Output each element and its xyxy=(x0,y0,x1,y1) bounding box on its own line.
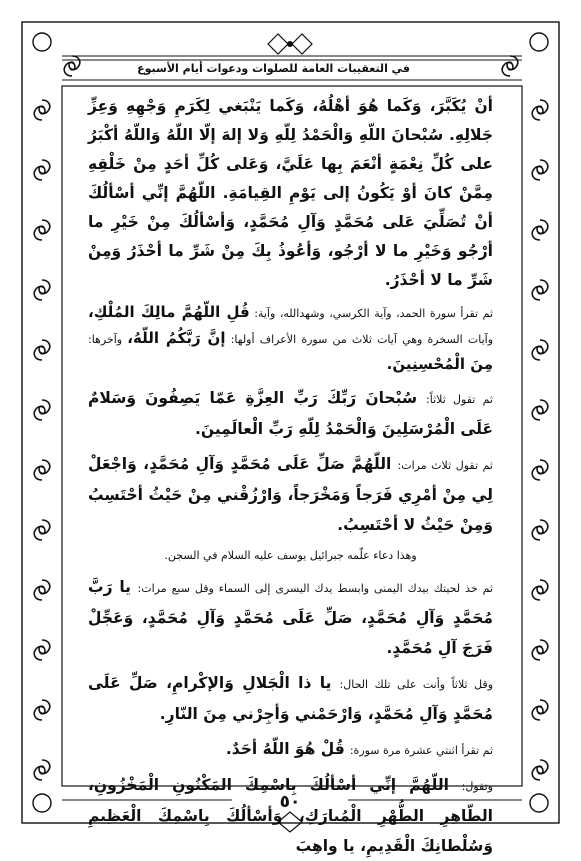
prayer-text: يا ذا الْجَلالِ وَالإكْرامِ، صَلِّ عَلَى مُحَمَّدٍ وَآلِ مُحَمَّدٍ، وَارْحَمْني وَأجِرْني مِنَ النّارِ. xyxy=(88,674,493,723)
reading-instruction xyxy=(88,300,493,378)
final-supplication-paragraph xyxy=(88,770,493,861)
page-number: ٥٠ xyxy=(279,792,301,812)
quran-quote: قُلِ اللّهُمَّ مالِكَ المُلْكِ، xyxy=(88,303,250,321)
attribution-note: وهذا دعاء علّمه جبرائيل يوسف عليه السلام في السجن. xyxy=(164,549,417,562)
prayer-paragraph-1: أنْ يُكَبَّرَ، وَكَما هُوَ أهْلُهُ، وَكَما يَنْبَغي لِكَرَمِ وَجْهِهِ وَعِزِّ جَلالِهِ. سُبْحانَ اللّهِ وَالْحَمْدُ لِلّهِ وَلا إلهَ إلّا اللّهُ وَاللّهُ أكْبَرُ على كُلِّ نِعْمَةٍ أنْعَمَ بِها عَلَيَّ، وَعَلى كُلِّ أحَدٍ مِنْ خَلْقِهِ مِمَّنْ كانَ أوْ يَكُونُ إلى يَوْمِ القِيامَةِ. اللّهُمَّ إنِّي أسْألُكَ أنْ تُصَلِّيَ عَلى مُحَمَّدٍ وَآلِ مُحَمَّدٍ، وَأسْألُكَ مِنْ خَيْرِ ما أرْجُو وَخَيْرِ ما لا أرْجُو، وَأعُوذُ بِكَ مِنْ شَرِّ ما أحْذَرُ وَمِنْ شَرِّ ما لا أحْذَرُ. xyxy=(88,97,493,289)
seven-times-paragraph xyxy=(88,572,493,663)
prayer-text: اللّهُمَّ إنِّي أسْألُكَ بِاسْمِكَ المَكْنُونِ الْمَخْزُونِ، الطّاهِرِ الطُّهْرِ الْمُبارَكِ، وَأسْألُكَ بِاسْمِكَ الْعَظِيمِ وَسُلْطانِكَ الْقَدِيمِ، يا واهِبَ xyxy=(88,776,493,855)
salawat-paragraph xyxy=(88,449,493,540)
quran-quote-3: مِنَ الْمُحْسِنِينَ. xyxy=(386,355,493,373)
instruction-lead: ثم خذ لحيتك بيدك اليمنى وابسط يدك اليسرى إلى السماء وقل سبع مرات: xyxy=(137,582,493,595)
prayer-text: قُلْ هُوَ اللّهُ أحَدٌ. xyxy=(225,740,345,758)
quran-quote-2: إنَّ رَبَّكُمُ اللّهُ، xyxy=(127,329,226,347)
instruction-rest-2: وآخرها: xyxy=(88,333,123,346)
three-times-paragraph xyxy=(88,668,493,729)
instruction-rest: وآيات السخرة وهي آيات ثلاث من سورة الأعراف أولها: xyxy=(230,333,494,346)
instruction-lead: ثم تقول ثلاث مرات: xyxy=(397,459,493,472)
instruction-lead: وتقول: xyxy=(461,780,493,793)
prayer-text: يا رَبَّ مُحَمَّدٍ وَآلِ مُحَمَّدٍ، صَلِّ عَلَى مُحَمَّدٍ وَآلِ مُحَمَّدٍ، وَعَجِّلْ فَرَجَ آلِ مُحَمَّدٍ. xyxy=(88,578,493,657)
surah-ikhlas-paragraph xyxy=(88,734,493,765)
tasbih-paragraph xyxy=(88,383,493,444)
prayer-text: اللّهُمَّ صَلِّ عَلَى مُحَمَّدٍ وَآلِ مُحَمَّدٍ، وَاجْعَلْ لِي مِنْ أمْرِي فَرَجاً وَمَخْرَجاً، وَارْزُقْني مِنْ حَيْثُ أحْتَسِبُ وَمِنْ حَيْثُ لا أحْتَسِبُ. xyxy=(88,455,493,534)
instruction-lead: ثم تقرأ اثنتي عشرة مرة سورة: xyxy=(349,744,493,757)
prayer-text: سُبْحانَ رَبِّكَ رَبِّ العِزَّةِ عَمّا يَصِفُونَ وَسَلامٌ عَلَى الْمُرْسَلِينَ وَالْحَمْدُ لِلّهِ رَبِّ الْعالَمِينَ. xyxy=(88,389,493,438)
running-header-title: في التعقيبات العامة للصلوات ودعوات أيام الأسبوع xyxy=(137,62,410,75)
instruction-lead: ثم تقرأ سورة الحمد، وآية الكرسي، وشهدالله، وآية: xyxy=(254,307,494,320)
instruction-lead: وقل ثلاثاً وأنت على تلك الحال: xyxy=(339,678,494,691)
instruction-lead: ثم تقول ثلاثاً: xyxy=(426,393,493,406)
